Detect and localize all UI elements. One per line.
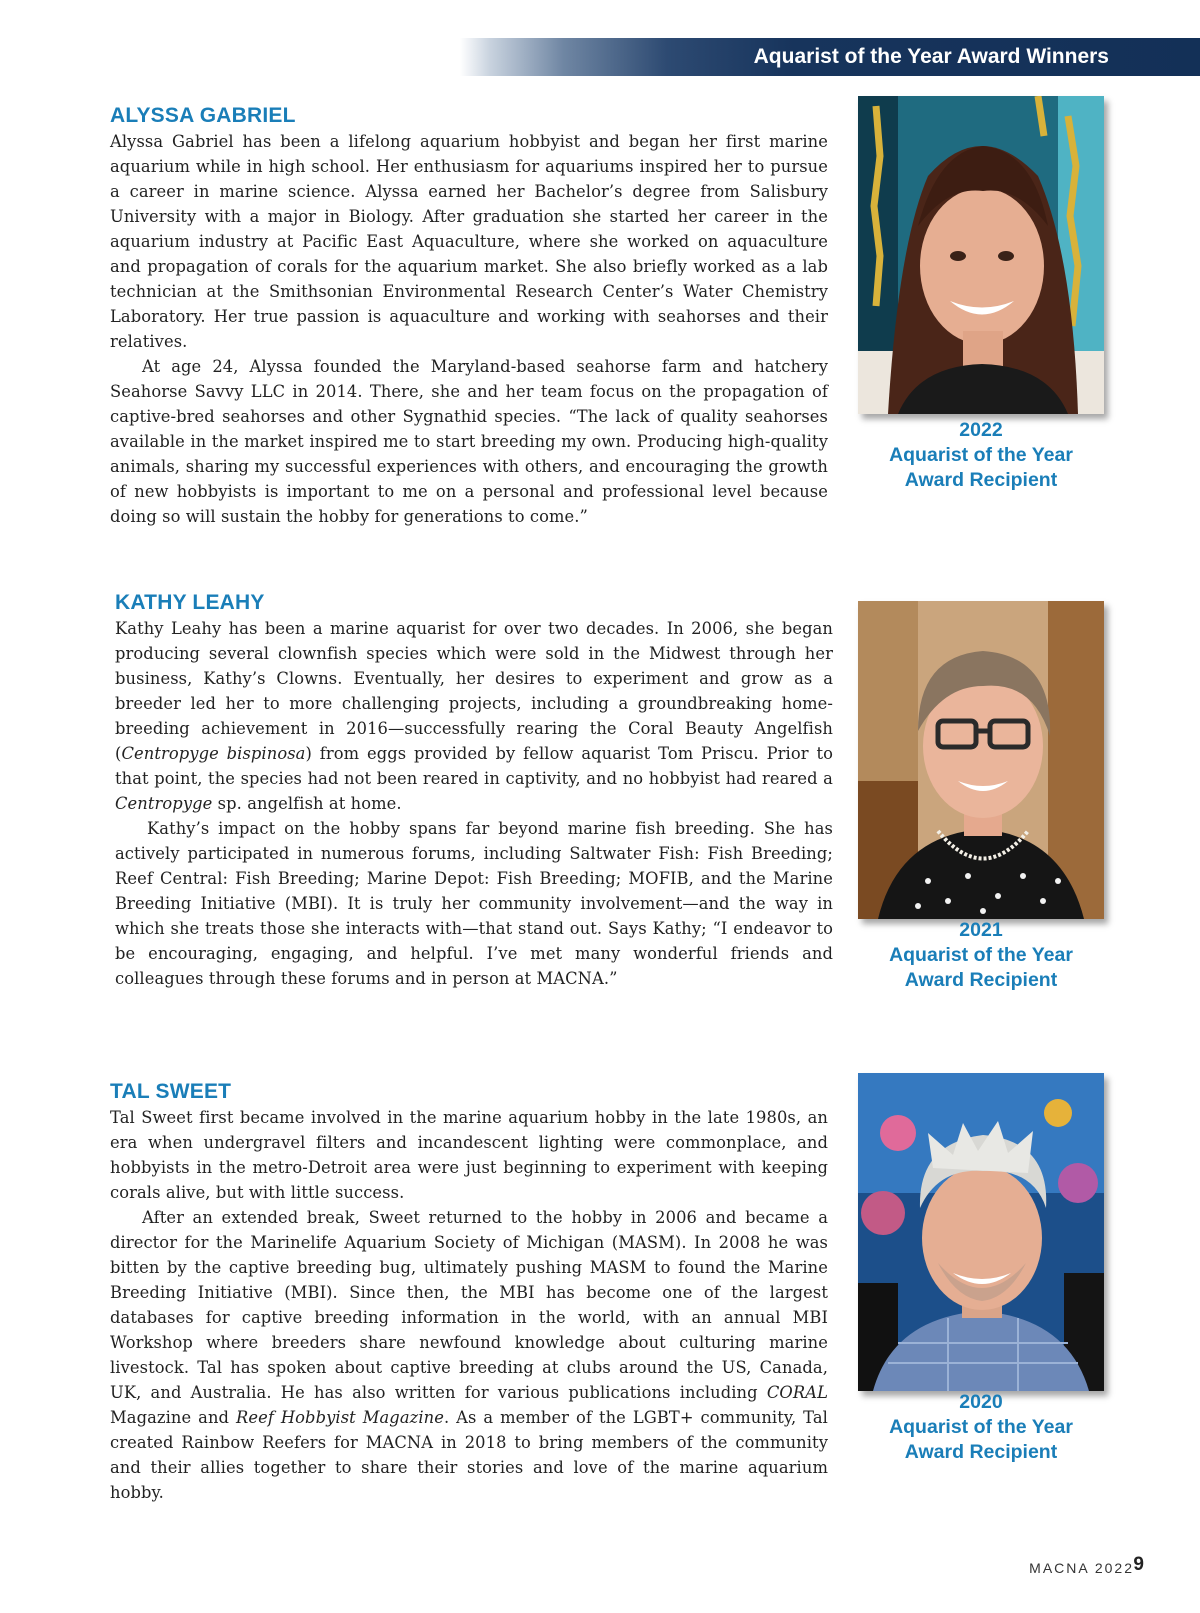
bio-paragraph: At age 24, Alyssa founded the Maryland-based seahorse farm and hatchery Seahorse Savvy LLC in 2014. There, she and her team focus on the propagation of captive-bred seahorses and other Sygnathid species. “The lack of quality seahorses available in the market inspired me to start breeding my own. Producing high-quality animals, sharing my successful experiences with others, and encouraging the growth of new hobbyists is important to me on a personal and professional level because doing so will sustain the hobby for generations to come.” bbox=[110, 357, 828, 526]
bio-paragraph: Alyssa Gabriel has been a lifelong aquarium hobbyist and began her first marine aquarium while in high school. Her enthusiasm for aquariums inspired her to pursue a career in marine science. Alyssa earned her Bachelor’s degree from Salisbury University with a major in Biology. After graduation she started her career in the aquarium industry at Pacific East Aquaculture, where she worked on aquaculture and propagation of corals for the aquarium market. She also briefly worked as a lab technician at the Smithsonian Environmental Research Center’s Water Chemistry Laboratory. Her true passion is aquaculture and working with seahorses and their relatives. bbox=[110, 132, 828, 351]
award-year: 2022 bbox=[959, 419, 1003, 441]
award-title: Aquarist of the Year bbox=[889, 944, 1073, 966]
section-tal-sweet bbox=[110, 1079, 828, 1505]
award-title: Aquarist of the Year bbox=[889, 444, 1073, 466]
portrait-photo-tal bbox=[858, 1073, 1104, 1391]
bio-paragraph: Kathy Leahy has been a marine aquarist for over two decades. In 2006, she began producing several clownfish species which were sold in the Midwest through her business, Kathy’s Clowns. Eventually, her desires to experiment and grow as a breeder led her to more challenging projects, including a groundbreaking home-breeding achievement in 2016—successfully rearing the Coral Beauty Angelfish (Centropyge bispinosa) from eggs provided by fellow aquarist Tom Priscu. Prior to that point, the species had not been reared in captivity, and no hobbyist had reared a Centropyge sp. angelfish at home. bbox=[115, 619, 833, 813]
award-caption-2020 bbox=[858, 1390, 1104, 1465]
publication-name: Reef Hobbyist Magazine bbox=[235, 1408, 444, 1427]
footer-publication: MACNA 2022 bbox=[1029, 1560, 1134, 1576]
award-caption-2022 bbox=[858, 418, 1104, 493]
section-alyssa-gabriel bbox=[110, 103, 828, 529]
award-title: Aquarist of the Year bbox=[889, 1416, 1073, 1438]
winner-name: KATHY LEAHY bbox=[115, 591, 265, 614]
bio-paragraph: After an extended break, Sweet returned to the hobby in 2006 and became a director for the Marinelife Aquarium Society of Michigan (MASM). In 2008 he was bitten by the captive breeding bug, ultimately pushing MASM to found the Marine Breeding Initiative (MBI). Since then, the MBI has become one of the largest databases for captive breeding information in the world, with an annual MBI Workshop where breeders share newfound knowledge about culturing marine livestock. Tal has spoken about captive breeding at clubs around the US, Canada, UK, and Australia. He has also written for various publications including CORAL Magazine and Reef Hobbyist Magazine. As a member of the LGBT+ community, Tal created Rainbow Reefers for MACNA in 2018 to bring members of the community and their allies together to share their stories and love of the marine aquarium hobby. bbox=[110, 1208, 828, 1502]
bio-paragraph: Kathy’s impact on the hobby spans far beyond marine fish breeding. She has actively participated in numerous forums, including Saltwater Fish: Fish Breeding; Reef Central: Fish Breeding; Marine Depot: Fish Breeding; MOFIB, and the Marine Breeding Initiative (MBI). It is truly her community involvement—and the way in which she treats those she interacts with—that stand out. Says Kathy; “I endeavor to be encouraging, engaging, and helpful. I’ve met many wonderful friends and colleagues through these forums and in person at MACNA.” bbox=[115, 819, 833, 988]
page-header-title: Aquarist of the Year Award Winners bbox=[753, 45, 1109, 68]
award-caption-2021 bbox=[858, 918, 1104, 993]
species-name: Centropyge bispinosa bbox=[121, 744, 306, 763]
award-year: 2021 bbox=[959, 919, 1003, 941]
award-year: 2020 bbox=[959, 1391, 1003, 1413]
winner-name: ALYSSA GABRIEL bbox=[110, 104, 296, 127]
bio-paragraph: Tal Sweet first became involved in the marine aquarium hobby in the late 1980s, an era when undergravel filters and incandescent lighting were commonplace, and hobbyists in the metro-Detroit area were just beginning to experiment with keeping corals alive, but with little success. bbox=[110, 1108, 828, 1202]
award-subtitle: Award Recipient bbox=[904, 469, 1058, 491]
genus-name: Centropyge bbox=[115, 794, 213, 813]
award-subtitle: Award Recipient bbox=[904, 969, 1058, 991]
portrait-photo-kathy bbox=[858, 601, 1104, 919]
publication-name: CORAL bbox=[766, 1383, 828, 1402]
page-number: 9 bbox=[1133, 1554, 1144, 1575]
award-subtitle: Award Recipient bbox=[904, 1441, 1058, 1463]
portrait-photo-alyssa bbox=[858, 96, 1104, 414]
section-kathy-leahy bbox=[115, 590, 833, 991]
winner-name: TAL SWEET bbox=[110, 1080, 232, 1103]
